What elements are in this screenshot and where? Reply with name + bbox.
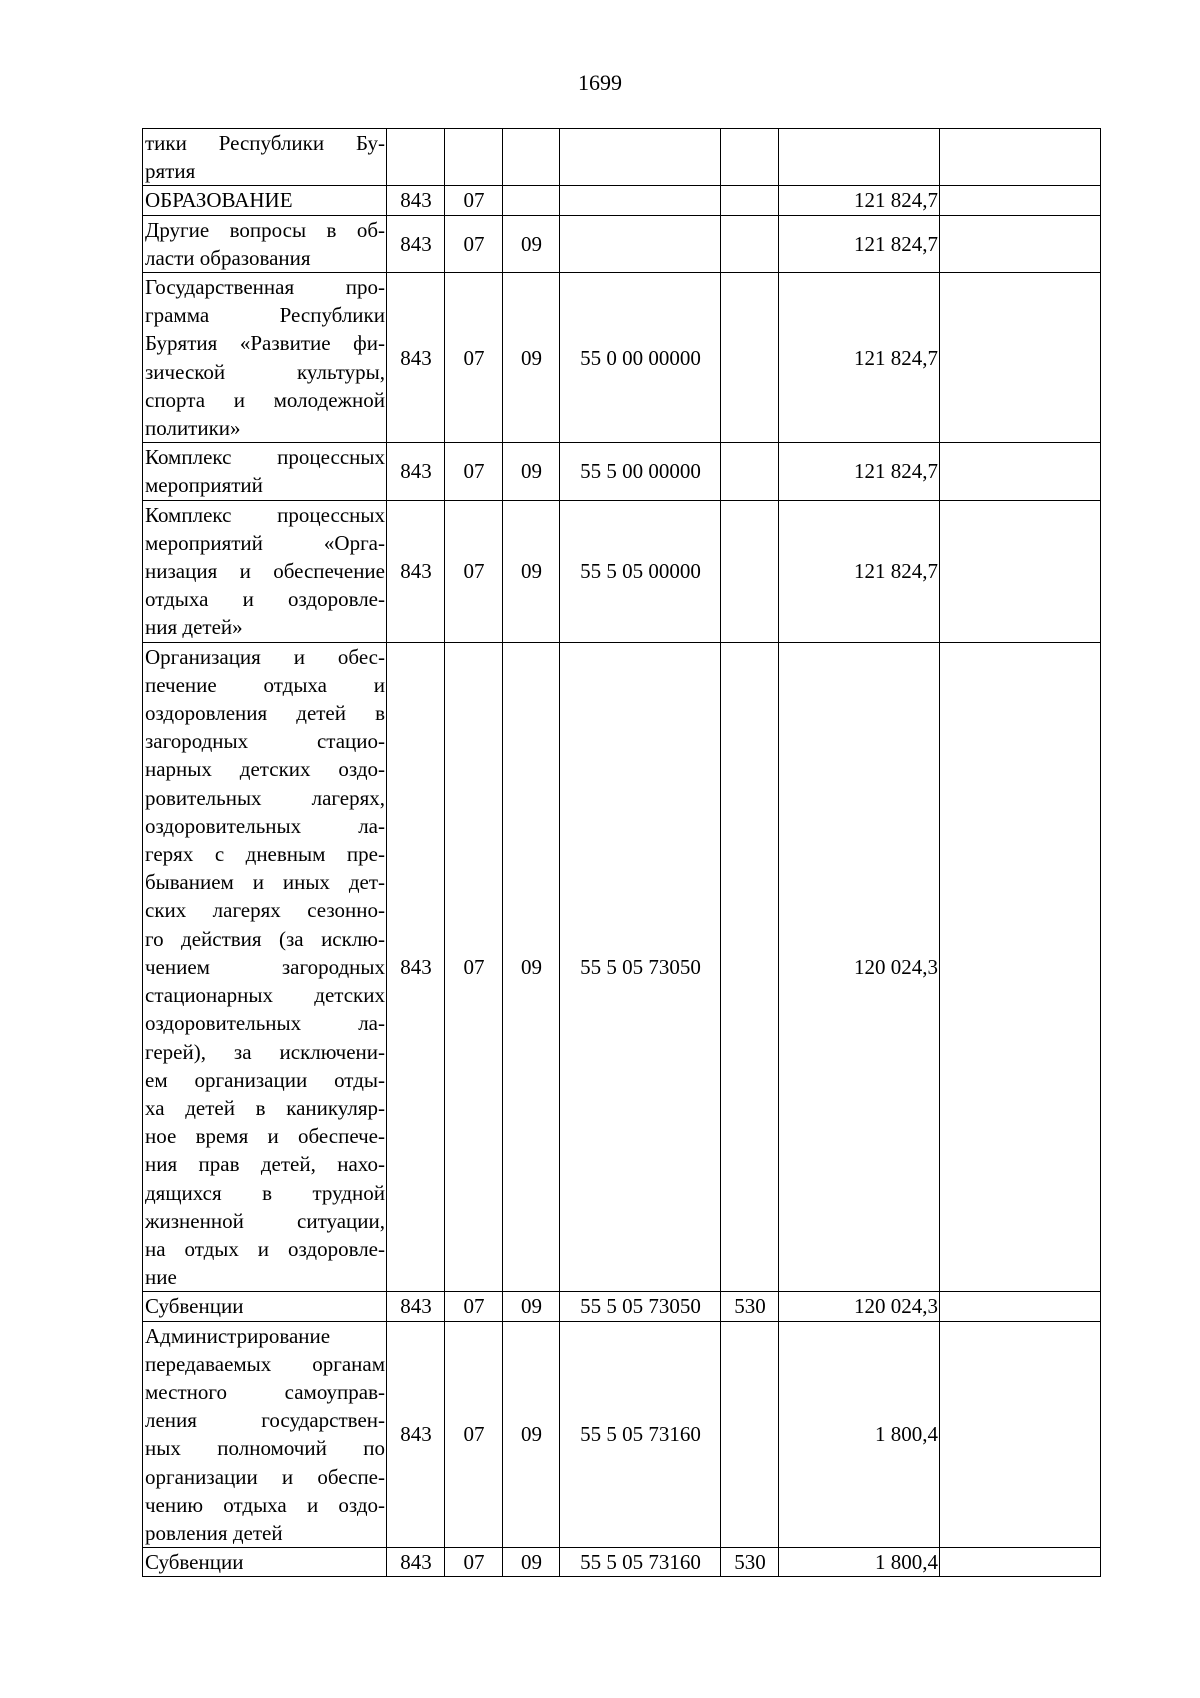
ved-code-cell: 843	[387, 186, 445, 215]
row-name-line: Администрирование	[145, 1323, 331, 1348]
target-article-cell	[560, 129, 721, 186]
target-article-cell	[560, 186, 721, 215]
row-name-line: го действия (за исклю-	[145, 926, 385, 951]
row-name-line: Другие вопросы в об-	[145, 217, 385, 242]
extra-cell	[940, 1292, 1101, 1321]
table-row	[143, 642, 1101, 1292]
target-article-cell: 55 5 05 73160	[560, 1321, 721, 1548]
expense-type-cell	[721, 443, 779, 500]
row-name-cell	[143, 443, 387, 500]
section-code-cell: 07	[445, 1321, 503, 1548]
row-name-line: Бурятия «Развитие фи-	[145, 331, 385, 356]
row-name-line: ное время и обеспече-	[145, 1124, 385, 1149]
amount-cell: 121 824,7	[779, 186, 940, 215]
expense-type-cell	[721, 186, 779, 215]
ved-code-cell: 843	[387, 1548, 445, 1577]
amount-cell: 120 024,3	[779, 1292, 940, 1321]
row-name-cell	[143, 1292, 387, 1321]
section-code-cell	[445, 129, 503, 186]
row-name-cell	[143, 186, 387, 215]
amount-cell: 121 824,7	[779, 443, 940, 500]
row-name-line: Субвенции	[145, 1294, 244, 1319]
expense-type-cell	[721, 273, 779, 443]
row-name-line: организации и обеспе-	[145, 1464, 385, 1489]
row-name-line: ных полномочий по	[145, 1436, 385, 1461]
expense-type-cell	[721, 215, 779, 272]
row-name-line: ления государствен-	[145, 1408, 385, 1433]
row-name-line: политики»	[145, 416, 241, 441]
row-name-line: нарных детских оздо-	[145, 757, 385, 782]
row-name-cell	[143, 1548, 387, 1577]
subsection-code-cell: 09	[503, 1321, 560, 1548]
expense-type-cell	[721, 642, 779, 1292]
ved-code-cell: 843	[387, 500, 445, 642]
section-code-cell: 07	[445, 443, 503, 500]
target-article-cell: 55 5 05 00000	[560, 500, 721, 642]
extra-cell	[940, 1548, 1101, 1577]
row-name-line: ха детей в каникуляр-	[145, 1095, 385, 1120]
row-name-line: печение отдыха и	[145, 672, 385, 697]
row-name-line: ние	[145, 1265, 177, 1290]
target-article-cell: 55 5 05 73050	[560, 642, 721, 1292]
table-body	[143, 129, 1101, 1577]
row-name-line: мероприятий	[145, 473, 263, 498]
subsection-code-cell: 09	[503, 215, 560, 272]
amount-cell: 120 024,3	[779, 642, 940, 1292]
row-name-line: грамма Республики	[145, 303, 385, 328]
row-name-line: жизненной ситуации,	[145, 1208, 385, 1233]
row-name-line: оздоровления детей в	[145, 701, 385, 726]
row-name-line: ровления детей	[145, 1520, 283, 1545]
amount-cell	[779, 129, 940, 186]
row-name-line: ОБРАЗОВАНИЕ	[145, 188, 293, 213]
subsection-code-cell: 09	[503, 1548, 560, 1577]
subsection-code-cell	[503, 129, 560, 186]
target-article-cell: 55 5 05 73160	[560, 1548, 721, 1577]
ved-code-cell: 843	[387, 642, 445, 1292]
budget-table	[142, 128, 1101, 1577]
subsection-code-cell: 09	[503, 1292, 560, 1321]
row-name-cell	[143, 273, 387, 443]
row-name-line: дящихся в трудной	[145, 1180, 385, 1205]
ved-code-cell: 843	[387, 215, 445, 272]
table-row	[143, 129, 1101, 186]
row-name-line: Государственная про-	[145, 275, 385, 300]
amount-cell: 1 800,4	[779, 1321, 940, 1548]
row-name-line: низация и обеспечение	[145, 559, 385, 584]
row-name-line: тики Республики Бу-	[145, 131, 385, 155]
extra-cell	[940, 273, 1101, 443]
row-name-cell	[143, 1321, 387, 1548]
target-article-cell: 55 5 00 00000	[560, 443, 721, 500]
ved-code-cell: 843	[387, 1321, 445, 1548]
table-row	[143, 443, 1101, 500]
section-code-cell: 07	[445, 1548, 503, 1577]
ved-code-cell	[387, 129, 445, 186]
row-name-line: на отдых и оздоровле-	[145, 1236, 385, 1261]
row-name-cell	[143, 129, 387, 186]
target-article-cell	[560, 215, 721, 272]
row-name-cell	[143, 215, 387, 272]
row-name-line: ских лагерях сезонно-	[145, 898, 385, 923]
row-name-line: Комплекс процессных	[145, 445, 385, 470]
row-name-line: стационарных детских	[145, 983, 385, 1008]
subsection-code-cell: 09	[503, 273, 560, 443]
amount-cell: 121 824,7	[779, 215, 940, 272]
row-name-line: передаваемых органам	[145, 1351, 385, 1376]
ved-code-cell: 843	[387, 443, 445, 500]
table-row	[143, 1292, 1101, 1321]
row-name-line: загородных стацио-	[145, 729, 385, 754]
amount-cell: 1 800,4	[779, 1548, 940, 1577]
section-code-cell: 07	[445, 1292, 503, 1321]
expense-type-cell	[721, 1321, 779, 1548]
ved-code-cell: 843	[387, 1292, 445, 1321]
page-number: 1699	[578, 70, 622, 95]
row-name-line: рятия	[145, 159, 196, 184]
row-name-line: спорта и молодежной	[145, 387, 385, 412]
extra-cell	[940, 443, 1101, 500]
target-article-cell: 55 0 00 00000	[560, 273, 721, 443]
section-code-cell: 07	[445, 186, 503, 215]
extra-cell	[940, 186, 1101, 215]
row-name-line: ния прав детей, нахо-	[145, 1152, 385, 1177]
section-code-cell: 07	[445, 500, 503, 642]
amount-cell: 121 824,7	[779, 500, 940, 642]
ved-code-cell: 843	[387, 273, 445, 443]
row-name-line: ровительных лагерях,	[145, 785, 385, 810]
row-name-line: быванием и иных дет-	[145, 870, 385, 895]
row-name-line: зической культуры,	[145, 359, 385, 384]
expense-type-cell: 530	[721, 1292, 779, 1321]
row-name-cell	[143, 500, 387, 642]
row-name-line: Субвенции	[145, 1550, 244, 1575]
table-row	[143, 500, 1101, 642]
table-row	[143, 1548, 1101, 1577]
row-name-line: Комплекс процессных	[145, 502, 385, 527]
row-name-line: местного самоуправ-	[145, 1379, 385, 1404]
row-name-line: ем организации отды-	[145, 1067, 385, 1092]
row-name-cell	[143, 642, 387, 1292]
expense-type-cell	[721, 500, 779, 642]
extra-cell	[940, 1321, 1101, 1548]
table-row	[143, 1321, 1101, 1548]
subsection-code-cell: 09	[503, 500, 560, 642]
amount-cell: 121 824,7	[779, 273, 940, 443]
extra-cell	[940, 500, 1101, 642]
row-name-line: чению отдыха и оздо-	[145, 1492, 385, 1517]
row-name-line: ния детей»	[145, 615, 243, 640]
extra-cell	[940, 642, 1101, 1292]
row-name-line: чением загородных	[145, 954, 385, 979]
subsection-code-cell: 09	[503, 642, 560, 1292]
section-code-cell: 07	[445, 642, 503, 1292]
row-name-line: герей), за исключени-	[145, 1039, 385, 1064]
row-name-line: оздоровительных ла-	[145, 813, 385, 838]
row-name-line: мероприятий «Орга-	[145, 530, 385, 555]
extra-cell	[940, 129, 1101, 186]
row-name-line: оздоровительных ла-	[145, 1011, 385, 1036]
target-article-cell: 55 5 05 73050	[560, 1292, 721, 1321]
table-row	[143, 215, 1101, 272]
extra-cell	[940, 215, 1101, 272]
section-code-cell: 07	[445, 273, 503, 443]
row-name-line: отдыха и оздоровле-	[145, 587, 385, 612]
expense-type-cell: 530	[721, 1548, 779, 1577]
table-row	[143, 273, 1101, 443]
row-name-line: герях с дневным пре-	[145, 842, 385, 867]
row-name-line: ласти образования	[145, 245, 311, 270]
expense-type-cell	[721, 129, 779, 186]
subsection-code-cell: 09	[503, 443, 560, 500]
row-name-line: Организация и обес-	[145, 644, 385, 669]
subsection-code-cell	[503, 186, 560, 215]
table-row	[143, 186, 1101, 215]
section-code-cell: 07	[445, 215, 503, 272]
